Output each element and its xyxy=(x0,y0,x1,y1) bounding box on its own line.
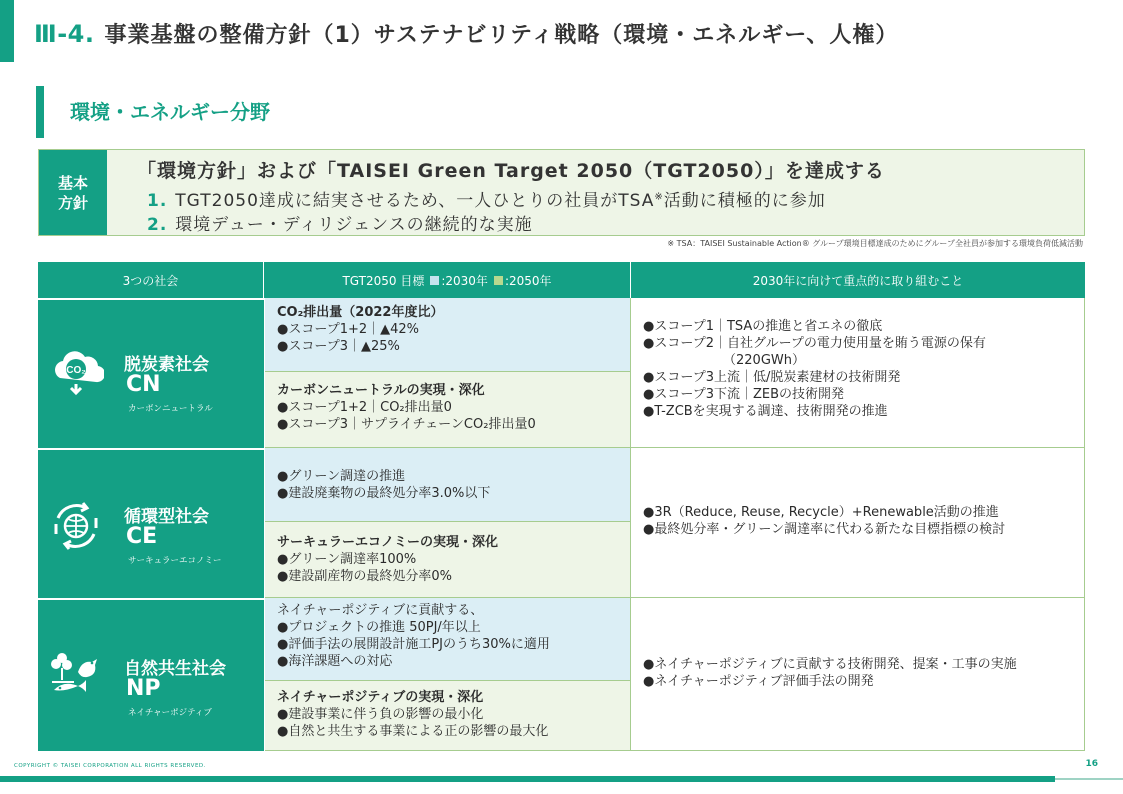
target-line: ●プロジェクトの推進 50PJ/年以上 xyxy=(277,620,481,635)
header-society: 3つの社会 xyxy=(38,262,264,298)
target-line: ●自然と共生する事業による正の影響の最大化 xyxy=(277,724,549,739)
society-cn xyxy=(38,298,264,448)
society-name: 自然共生社会 xyxy=(124,659,226,679)
footer-accent-line xyxy=(1055,778,1123,780)
legend-2030-label: :2030年 xyxy=(441,273,488,288)
focus-line: ●スコープ3上流｜低/脱炭素建材の技術開発 xyxy=(643,370,901,385)
section-accent-bar xyxy=(36,86,44,138)
header-accent-bar xyxy=(0,0,14,62)
page-number: 16 xyxy=(1085,759,1098,769)
focus-np xyxy=(631,598,1085,751)
header-tgt-label: TGT2050 目標 xyxy=(342,273,425,288)
policy-item-2 xyxy=(147,210,533,235)
policy-item-text: TGT2050達成に結実させるため、一人ひとりの社員がTSA xyxy=(175,191,655,211)
target-heading: CO₂排出量（2022年度比） xyxy=(277,305,444,320)
section-title: 環境・エネルギー分野 xyxy=(70,100,270,124)
focus-line: ●最終処分率・グリーン調達率に代わる新たな目標指標の検討 xyxy=(643,522,1006,537)
focus-line: ●スコープ1｜TSAの推進と省エネの徹底 xyxy=(643,319,883,334)
tsa-footnote: ※ TSA：TAISEI Sustainable Action® グループ環境目標達成のためにグループ全社員が参加する環境負荷低減活動 xyxy=(667,239,1083,248)
target-line: ●建設事業に伴う負の影響の最小化 xyxy=(277,707,484,722)
target-line: ネイチャーポジティブに貢献する、 xyxy=(277,603,484,618)
recycle-globe-icon xyxy=(48,498,104,554)
legend-2050-label: :2050年 xyxy=(504,273,552,288)
society-kana: ネイチャーポジティブ xyxy=(128,708,212,718)
target-2030-ce xyxy=(265,448,631,522)
society-abbr: NP xyxy=(126,676,161,701)
society-abbr: CN xyxy=(126,372,161,397)
policy-item-number: 2. xyxy=(147,215,168,235)
policy-item-text: 環境デュー・ディリジェンスの継続的な実施 xyxy=(175,215,533,235)
focus-ce xyxy=(631,448,1085,598)
legend-2030-swatch xyxy=(430,276,439,285)
strategy-table xyxy=(38,262,1085,751)
focus-line: ●スコープ2｜自社グループの電力使用量を賄う電源の保有 xyxy=(643,336,986,351)
society-np xyxy=(38,598,264,751)
target-2050-ce xyxy=(265,522,631,598)
basic-policy-tag: 基本 方針 xyxy=(39,150,107,235)
target-line: ●建設副産物の最終処分率0% xyxy=(277,569,452,584)
target-line: ●スコープ3｜▲25% xyxy=(277,339,400,354)
co2-cloud-icon xyxy=(48,344,104,400)
svg-text:CO₂: CO₂ xyxy=(66,365,86,376)
footer-accent-bar xyxy=(0,776,1055,782)
target-line: ●スコープ1+2｜▲42% xyxy=(277,322,420,337)
society-name: 循環型社会 xyxy=(124,507,209,527)
target-heading: ネイチャーポジティブの実現・深化 xyxy=(277,690,484,705)
header-tgt2050 xyxy=(264,262,631,298)
header-focus: 2030年に向けて重点的に取り組むこと xyxy=(631,262,1085,298)
focus-line: ●T-ZCBを実現する調達、技術開発の推進 xyxy=(643,404,888,419)
page-title: 事業基盤の整備方針（1）サステナビリティ戦略（環境・エネルギー、人権） xyxy=(104,23,899,48)
society-kana: カーボンニュートラル xyxy=(128,404,213,414)
copyright: COPYRIGHT © TAISEI CORPORATION ALL RIGHTS RESERVED. xyxy=(14,763,206,769)
section-number: Ⅲ-4. xyxy=(34,20,95,48)
society-ce xyxy=(38,448,264,598)
focus-cn xyxy=(631,298,1085,448)
focus-line: ●スコープ3下流｜ZEBの技術開発 xyxy=(643,387,845,402)
target-line: ●スコープ1+2｜CO₂排出量0 xyxy=(277,400,452,415)
society-name: 脱炭素社会 xyxy=(124,355,209,375)
policy-item-text-end: 活動に積極的に参加 xyxy=(663,191,826,211)
focus-line: ●3R（Reduce, Reuse, Recycle）+Renewable活動の推進 xyxy=(643,505,999,520)
target-2050-np xyxy=(265,681,631,751)
focus-line: （220GWh） xyxy=(723,353,805,368)
policy-main-statement: 「環境方針」および「TAISEI Green Target 2050（TGT2050）」を達成する xyxy=(137,160,885,182)
target-line: ●評価手法の展開設計施工PJのうち30%に適用 xyxy=(277,637,550,652)
target-2030-cn xyxy=(265,298,631,372)
target-line: ●海洋課題への対応 xyxy=(277,654,393,669)
focus-line: ●ネイチャーポジティブに貢献する技術開発、提案・工事の実施 xyxy=(643,657,1017,672)
policy-item-number: 1. xyxy=(147,191,168,211)
society-kana: サーキュラーエコノミー xyxy=(128,556,222,566)
target-line: ●建設廃棄物の最終処分率3.0%以下 xyxy=(277,486,491,501)
target-2050-cn xyxy=(265,372,631,448)
target-heading: サーキュラーエコノミーの実現・深化 xyxy=(277,535,499,550)
target-heading: カーボンニュートラルの実現・深化 xyxy=(277,383,485,398)
target-2030-np xyxy=(265,598,631,681)
target-line: ●グリーン調達の推進 xyxy=(277,469,406,484)
nature-bird-fish-icon xyxy=(48,646,104,702)
target-line: ●グリーン調達率100% xyxy=(277,552,417,567)
focus-line: ●ネイチャーポジティブ評価手法の開発 xyxy=(643,674,874,689)
page-header xyxy=(34,18,898,54)
policy-item-1 xyxy=(147,186,826,211)
target-line: ●スコープ3｜サプライチェーンCO₂排出量0 xyxy=(277,417,536,432)
society-abbr: CE xyxy=(126,524,158,549)
basic-policy-box xyxy=(38,149,1085,236)
policy-item-footnote-mark: ※ xyxy=(654,191,664,203)
legend-2050-swatch xyxy=(494,276,503,285)
